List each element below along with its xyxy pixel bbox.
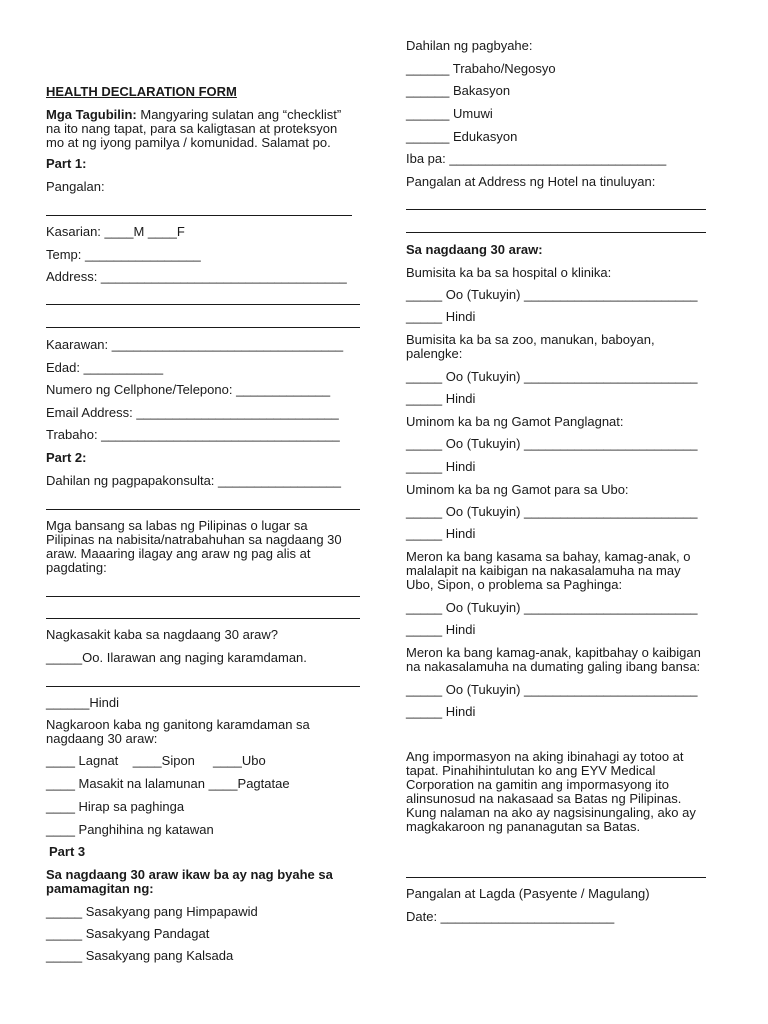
signature-line[interactable] <box>406 877 706 878</box>
contact-yes-option[interactable]: _____ Oo (Tukuyin) ________________________ <box>406 600 698 615</box>
reason-home-option[interactable]: ______ Umuwi <box>406 106 493 121</box>
phone-field[interactable]: Numero ng Cellphone/Telepono: _____________ <box>46 382 331 397</box>
certification-5: Kung nalaman na ako ay nagsisinungaling, ako ay <box>406 805 696 820</box>
cough-med-question: Uminom ka ba ng Gamot para sa Ubo: <box>406 482 629 497</box>
sick-question: Nagkasakit kaba sa nagdaang 30 araw? <box>46 627 278 642</box>
abroad-question-1: Meron ka bang kamag-anak, kapitbahay o kaibigan <box>406 645 701 660</box>
symptoms-row-2[interactable]: ____ Masakit na lalamunan ____Pagtatae <box>46 776 290 791</box>
certification-4: alinsunosud na nakasaad sa Batas ng Pilipinas. <box>406 791 682 806</box>
fever-med-question: Uminom ka ba ng Gamot Panglagnat: <box>406 414 624 429</box>
zoo-yes-option[interactable]: _____ Oo (Tukuyin) ________________________ <box>406 369 698 384</box>
contact-question-2: malalapit na kaibigan na nakasalamuha na may <box>406 563 681 578</box>
countries-line-1[interactable] <box>46 596 360 597</box>
countries-question-2: Pilipinas na nabisita/natrabahuhan sa nagdaang 30 <box>46 532 342 547</box>
reason-vacation-option[interactable]: ______ Bakasyon <box>406 83 511 98</box>
hotel-line-1[interactable] <box>406 209 706 210</box>
zoo-question-1: Bumisita ka ba sa zoo, manukan, baboyan, <box>406 332 655 347</box>
sex-field[interactable]: Kasarian: ____M ____F <box>46 224 185 239</box>
name-label: Pangalan: <box>46 179 105 194</box>
email-field[interactable]: Email Address: ____________________________ <box>46 405 339 420</box>
hospital-yes-option[interactable]: _____ Oo (Tukuyin) ________________________ <box>406 287 698 302</box>
sick-description-line[interactable] <box>46 686 360 687</box>
page-title: HEALTH DECLARATION FORM <box>46 84 237 99</box>
countries-question-3: araw. Maaaring ilagay ang araw ng pag alis at <box>46 546 311 561</box>
job-field[interactable]: Trabaho: _________________________________ <box>46 427 340 442</box>
address-field[interactable]: Address: __________________________________ <box>46 269 347 284</box>
instructions-text-1: Mangyaring sulatan ang “checklist” <box>140 107 342 122</box>
instructions-label: Mga Tagubilin: <box>46 107 137 122</box>
age-field[interactable]: Edad: ___________ <box>46 360 164 375</box>
part2-heading: Part 2: <box>46 450 87 465</box>
abroad-question-2: na nakasalamuha na dumating galing ibang bansa: <box>406 659 701 674</box>
birthday-field[interactable]: Kaarawan: ________________________________ <box>46 337 344 352</box>
zoo-question-2: palengke: <box>406 346 463 361</box>
travel-sea-option[interactable]: _____ Sasakyang Pandagat <box>46 926 210 941</box>
certification-1: Ang impormasyon na aking ibinahagi ay totoo at <box>406 749 684 764</box>
symptoms-row-4[interactable]: ____ Panghihina ng katawan <box>46 822 214 837</box>
date-field[interactable]: Date: ________________________ <box>406 909 615 924</box>
hospital-question: Bumisita ka ba sa hospital o klinika: <box>406 265 612 280</box>
sick-no-option[interactable]: ______Hindi <box>46 695 120 710</box>
name-line[interactable] <box>46 215 352 216</box>
signature-label: Pangalan at Lagda (Pasyente / Magulang) <box>406 886 650 901</box>
consult-reason-line-2[interactable] <box>46 509 360 510</box>
address-line-2[interactable] <box>46 304 360 305</box>
hotel-line-2[interactable] <box>406 232 706 233</box>
symptoms-question-1: Nagkaroon kaba ng ganitong karamdaman sa <box>46 717 310 732</box>
contact-question-1: Meron ka bang kasama sa bahay, kamag-anak, o <box>406 549 691 564</box>
part3-heading: Part 3 <box>49 844 86 859</box>
countries-question-4: pagdating: <box>46 560 107 575</box>
contact-no-option[interactable]: _____ Hindi <box>406 622 476 637</box>
contact-question-3: Ubo, Sipon, o problema sa Paghinga: <box>406 577 623 592</box>
countries-line-2[interactable] <box>46 618 360 619</box>
certification-2: tapat. Pinahihintulutan ko ang EYV Medical <box>406 763 656 778</box>
sick-yes-option[interactable]: _____Oo. Ilarawan ang naging karamdaman. <box>46 650 307 665</box>
certification-6: magkakaroon ng pananagutan sa Batas. <box>406 819 641 834</box>
reason-others-field[interactable]: Iba pa: ______________________________ <box>406 151 667 166</box>
travel-air-option[interactable]: _____ Sasakyang pang Himpapawid <box>46 904 258 919</box>
abroad-no-option[interactable]: _____ Hindi <box>406 704 476 719</box>
temp-field[interactable]: Temp: ________________ <box>46 247 201 262</box>
hospital-no-option[interactable]: _____ Hindi <box>406 309 476 324</box>
zoo-no-option[interactable]: _____ Hindi <box>406 391 476 406</box>
cough-med-no-option[interactable]: _____ Hindi <box>406 526 476 541</box>
hotel-label: Pangalan at Address ng Hotel na tinuluyan: <box>406 174 656 189</box>
part1-heading: Part 1: <box>46 156 87 171</box>
travel-question-2: pamamagitan ng: <box>46 881 154 896</box>
consult-reason-field[interactable]: Dahilan ng pagpapakonsulta: _________________ <box>46 473 341 488</box>
travel-reason-heading: Dahilan ng pagbyahe: <box>406 38 533 53</box>
certification-3: Corporation na gamitin ang impormasyong ito <box>406 777 670 792</box>
countries-question-1: Mga bansang sa labas ng Pilipinas o lugar sa <box>46 518 308 533</box>
past30-heading: Sa nagdaang 30 araw: <box>406 242 543 257</box>
address-line-3[interactable] <box>46 327 360 328</box>
fever-med-no-option[interactable]: _____ Hindi <box>406 459 476 474</box>
symptoms-row-1[interactable]: ____ Lagnat ____Sipon ____Ubo <box>46 753 266 768</box>
reason-work-option[interactable]: ______ Trabaho/Negosyo <box>406 61 556 76</box>
travel-question-1: Sa nagdaang 30 araw ikaw ba ay nag byahe sa <box>46 867 333 882</box>
instructions-text-3: mo at ng iyong pamilya / komunidad. Salamat po. <box>46 135 331 150</box>
fever-med-yes-option[interactable]: _____ Oo (Tukuyin) ________________________ <box>406 436 698 451</box>
cough-med-yes-option[interactable]: _____ Oo (Tukuyin) ________________________ <box>406 504 698 519</box>
instructions-text-2: na ito nang tapat, para sa kaligtasan at proteksyon <box>46 121 338 136</box>
instructions-line-1 <box>46 107 341 122</box>
reason-education-option[interactable]: ______ Edukasyon <box>406 129 518 144</box>
travel-land-option[interactable]: _____ Sasakyang pang Kalsada <box>46 948 234 963</box>
symptoms-question-2: nagdaang 30 araw: <box>46 731 158 746</box>
abroad-yes-option[interactable]: _____ Oo (Tukuyin) ________________________ <box>406 682 698 697</box>
symptoms-row-3[interactable]: ____ Hirap sa paghinga <box>46 799 185 814</box>
